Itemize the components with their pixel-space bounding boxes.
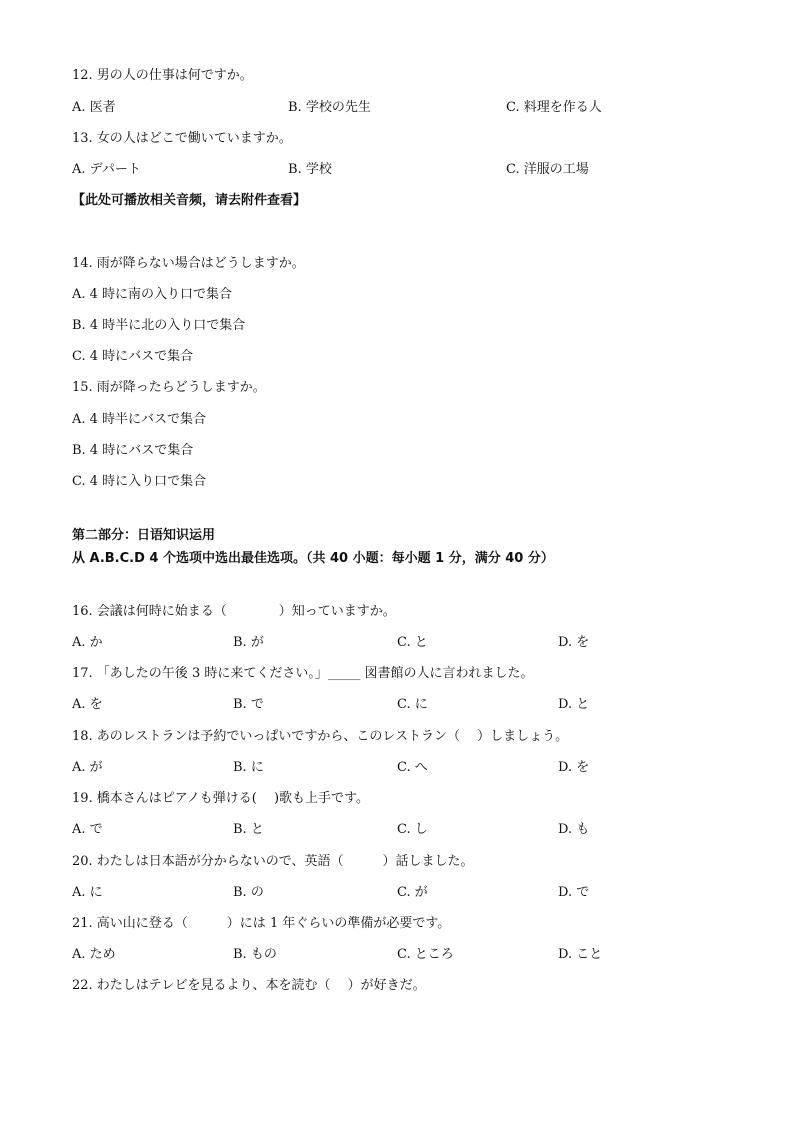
option-21-a: A. ため [72, 947, 116, 962]
option-13-a: A. デパート [72, 162, 141, 177]
question-15: 15. 雨が降ったらどうしますか。 [72, 380, 266, 395]
option-14-a: A. 4 時に南の入り口で集合 [72, 287, 233, 302]
option-15-a: A. 4 時半にバスで集合 [72, 412, 207, 427]
option-17-d: D. と [558, 697, 590, 712]
section-title: 第二部分：日语知识运用 [72, 528, 216, 543]
question-18: 18. あのレストランは予約でいっぱいですから、このレストラン（ ）しましょう。 [72, 729, 569, 744]
section-instruction: 从 A.B.C.D 4 个选项中选出最佳选项。（共 40 小题：每小题 1 分，满分 40 分） [72, 551, 554, 566]
question-20: 20. わたしは日本語が分からないので、英語（ ）話しました。 [72, 854, 474, 869]
option-19-a: A. で [72, 822, 103, 837]
option-19-d: D. も [558, 822, 590, 837]
option-20-c: C. が [397, 885, 428, 900]
option-14-b: B. 4 時半に北の入り口で集合 [72, 318, 246, 333]
option-13-c: C. 洋服の工場 [506, 162, 589, 177]
option-20-b: B. の [233, 885, 264, 900]
question-17: 17. 「あしたの午後 3 時に来てください。」_____ 図書館の人に言われました。 [72, 666, 534, 681]
question-13: 13. 女の人はどこで働いていますか。 [72, 131, 292, 146]
option-21-c: C. ところ [397, 947, 454, 962]
option-19-c: C. し [397, 822, 428, 837]
option-15-c: C. 4 時に入り口で集合 [72, 474, 207, 489]
option-16-d: D. を [558, 635, 590, 650]
option-18-d: D. を [558, 760, 590, 775]
option-20-a: A. に [72, 885, 103, 900]
option-12-b: B. 学校の先生 [288, 100, 371, 115]
question-12: 12. 男の人の仕事は何ですか。 [72, 68, 253, 83]
option-21-b: B. もの [233, 947, 277, 962]
option-21-d: D. こと [558, 947, 603, 962]
question-22: 22. わたしはテレビを見るより、本を読む（ ）が好きだ。 [72, 978, 426, 993]
question-21: 21. 高い山に登る（ ）には 1 年ぐらいの準備が必要です。 [72, 916, 451, 931]
option-18-a: A. が [72, 760, 103, 775]
option-12-a: A. 医者 [72, 100, 116, 115]
question-14: 14. 雨が降らない場合はどうしますか。 [72, 256, 305, 271]
option-18-b: B. に [233, 760, 264, 775]
option-17-a: A. を [72, 697, 103, 712]
option-18-c: C. へ [397, 760, 428, 775]
question-16: 16. 会議は何時に始まる（ ）知っていますか。 [72, 604, 396, 619]
option-16-b: B. が [233, 635, 264, 650]
question-19: 19. 橋本さんはピアノも弾ける( )歌も上手です。 [72, 791, 370, 806]
audio-note: 【此处可播放相关音频，请去附件查看】 [72, 193, 307, 208]
option-16-a: A. か [72, 635, 103, 650]
option-17-b: B. で [233, 697, 264, 712]
option-15-b: B. 4 時にバスで集合 [72, 443, 194, 458]
option-17-c: C. に [397, 697, 428, 712]
option-19-b: B. と [233, 822, 264, 837]
option-13-b: B. 学校 [288, 162, 332, 177]
option-16-c: C. と [397, 635, 428, 650]
option-20-d: D. で [558, 885, 590, 900]
option-14-c: C. 4 時にバスで集合 [72, 349, 194, 364]
option-12-c: C. 料理を作る人 [506, 100, 602, 115]
